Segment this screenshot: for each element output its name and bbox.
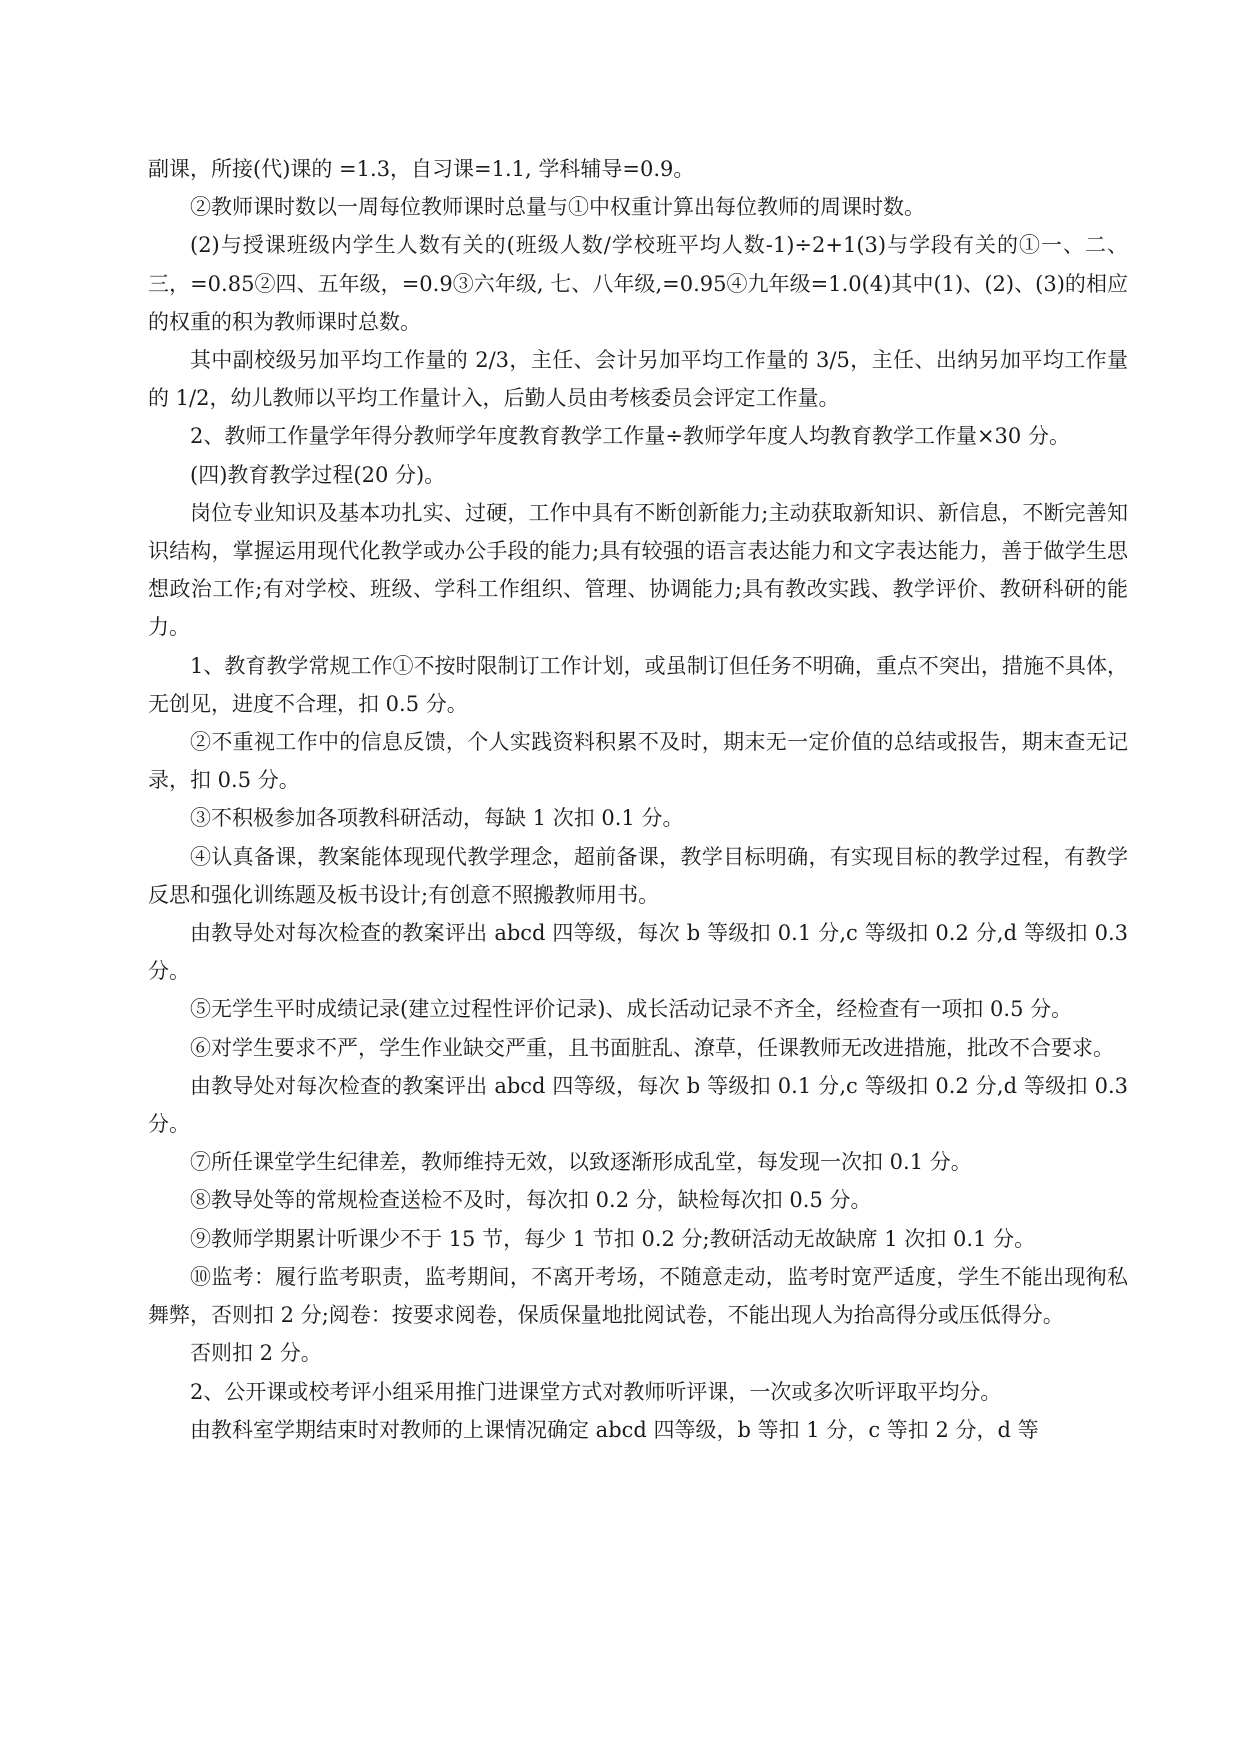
paragraph-15: 由教导处对每次检查的教案评出 abcd 四等级，每次 b 等级扣 0.1 分,c 等级扣 0.2 分,d 等级扣 0.3 分。 [148, 1073, 1128, 1137]
paragraph-1: 副课，所接(代)课的 =1.3，自习课=1.1, 学科辅导=0.9。 [148, 157, 695, 181]
paragraph-9: ②不重视工作中的信息反馈，个人实践资料积累不及时，期末无一定价值的总结或报告，期末查无记录，扣 0.5 分。 [148, 730, 1128, 793]
paragraph-18: ⑨教师学期累计听课少不于 15 节，每少 1 节扣 0.2 分;教研活动无故缺席 1 次扣 0.1 分。 [190, 1226, 1036, 1251]
paragraph-10: ③不积极参加各项教科研活动，每缺 1 次扣 0.1 分。 [190, 806, 684, 831]
paragraph-8: 1、教育教学常规工作①不按时限制订工作计划，或虽制订但任务不明确，重点不突出，措施不具体，无创见，进度不合理，扣 0.5 分。 [148, 653, 1128, 716]
paragraph-7: 岗位专业知识及基本功扎实、过硬，工作中具有不断创新能力;主动获取新知识、新信息，不断完善知识结构，掌握运用现代化教学或办公手段的能力;具有较强的语言表达能力和文字表达能力，善于做学生思想政治工作;有对学校、班级、学科工作组织、管理、协调能力;具有教改实践、教学评价、教研科研的能力。 [148, 500, 1128, 640]
document-body [148, 150, 1128, 1449]
paragraph-13: ⑤无学生平时成绩记录(建立过程性评价记录)、成长活动记录不齐全，经检查有一项扣 0.5 分。 [190, 997, 1073, 1022]
paragraph-4: 其中副校级另加平均工作量的 2/3，主任、会计另加平均工作量的 3/5，主任、出纳另加平均工作量的 1/2，幼儿教师以平均工作量计入，后勤人员由考核委员会评定工作量。 [148, 348, 1128, 411]
paragraph-19: ⑩监考：履行监考职责，监考期间，不离开考场，不随意走动，监考时宽严适度，学生不能出现徇私舞弊，否则扣 2 分;阅卷：按要求阅卷，保质保量地批阅试卷，不能出现人为抬高得分或压低得分。 [148, 1264, 1128, 1328]
paragraph-5: 2、教师工作量学年得分教师学年度教育教学工作量÷教师学年度人均教育教学工作量×30 分。 [190, 424, 1070, 449]
paragraph-16: ⑦所任课堂学生纪律差，教师维持无效，以致逐渐形成乱堂，每发现一次扣 0.1 分。 [190, 1150, 972, 1175]
paragraph-17: ⑧教导处等的常规检查送检不及时，每次扣 0.2 分，缺检每次扣 0.5 分。 [190, 1188, 872, 1213]
paragraph-11: ④认真备课，教案能体现现代教学理念，超前备课，教学目标明确，有实现目标的教学过程，有教学反思和强化训练题及板书设计;有创意不照搬教师用书。 [148, 844, 1128, 907]
paragraph-14: ⑥对学生要求不严，学生作业缺交严重，且书面脏乱、潦草，任课教师无改进措施，批改不合要求。 [190, 1035, 1114, 1060]
paragraph-2: ②教师课时数以一周每位教师课时总量与①中权重计算出每位教师的周课时数。 [190, 195, 925, 220]
paragraph-3: (2)与授课班级内学生人数有关的(班级人数/学校班平均人数-1)÷2+1(3)与学段有关的①一、二、三，=0.85②四、五年级，=0.9③六年级, 七、八年级,=0.95④九年级=1.0(4)其中(1)、(2)、(3)的相应的权重的积为教师课时总数。 [148, 233, 1128, 334]
paragraph-20: 否则扣 2 分。 [190, 1341, 322, 1366]
section-heading: (四)教育教学过程(20 分)。 [190, 462, 446, 487]
paragraph-22: 由教科室学期结束时对教师的上课情况确定 abcd 四等级，b 等扣 1 分，c 等扣 2 分，d 等 [190, 1417, 1039, 1442]
paragraph-12: 由教导处对每次检查的教案评出 abcd 四等级，每次 b 等级扣 0.1 分,c 等级扣 0.2 分,d 等级扣 0.3 分。 [148, 921, 1128, 984]
paragraph-21: 2、公开课或校考评小组采用推门进课堂方式对教师听评课，一次或多次听评取平均分。 [190, 1379, 1002, 1404]
